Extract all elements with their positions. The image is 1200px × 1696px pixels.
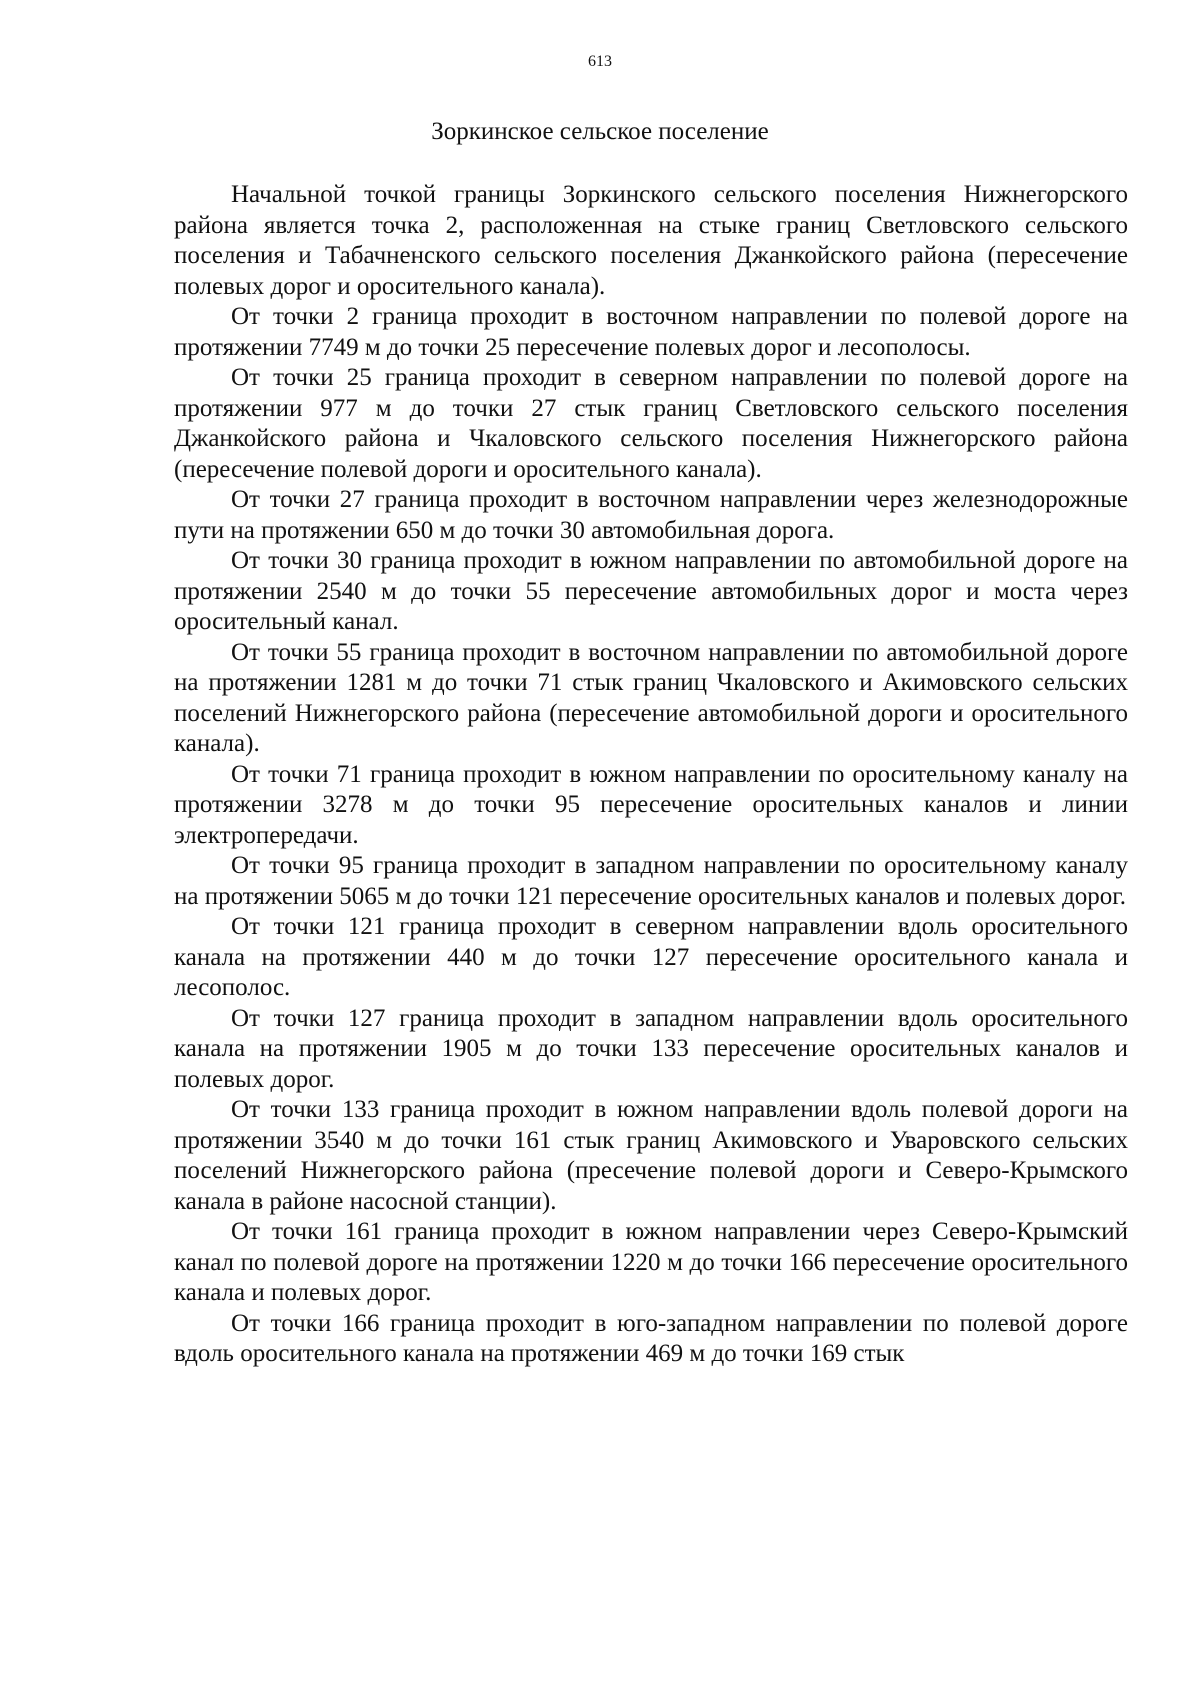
- paragraph: От точки 27 граница проходит в восточном направлении через железнодорожные пути на протяжении 650 м до точки 30 автомобильная дорога.: [174, 486, 1128, 544]
- page-number: 613: [588, 53, 612, 70]
- paragraph: От точки 71 граница проходит в южном направлении по оросительному каналу на протяжении 3278 м до точки 95 пересечение оросительных каналов и линии электропередачи.: [174, 760, 1128, 849]
- paragraph: От точки 161 граница проходит в южном направлении через Северо-Крымский канал по полевой дороге на протяжении 1220 м до точки 166 пересечение оросительного канала и полевых дорог.: [174, 1218, 1128, 1306]
- paragraph: От точки 25 граница проходит в северном направлении по полевой дороге на протяжении 977 м до точки 27 стык границ Светловского сельского поселения Джанкойского района и Чкаловского сельского поселения Нижнегорского района (пересечение полевой дороги и оросительного канала).: [174, 364, 1128, 483]
- paragraph: От точки 2 граница проходит в восточном направлении по полевой дороге на протяжении 7749 м до точки 25 пересечение полевых дорог и лесополосы.: [174, 303, 1128, 361]
- paragraph: Начальной точкой границы Зоркинского сельского поселения Нижнегорского района является точка 2, расположенная на стыке границ Светловского сельского поселения и Табачненского сельского поселения Джанкойского района (пересечение полевых дорог и оросительного канала).: [174, 181, 1128, 300]
- paragraph: От точки 95 граница проходит в западном направлении по оросительному каналу на протяжении 5065 м до точки 121 пересечение оросительных каналов и полевых дорог.: [174, 852, 1128, 910]
- paragraph: От точки 127 граница проходит в западном направлении вдоль оросительного канала на протяжении 1905 м до точки 133 пересечение оросительных каналов и полевых дорог.: [174, 1004, 1128, 1093]
- paragraph: От точки 121 граница проходит в северном направлении вдоль оросительного канала на протяжении 440 м до точки 127 пересечение оросительного канала и лесополос.: [174, 913, 1128, 1001]
- document-body: [174, 180, 1128, 1370]
- paragraph: От точки 30 граница проходит в южном направлении по автомобильной дороге на протяжении 2540 м до точки 55 пересечение автомобильных дорог и моста через оросительный канал.: [174, 547, 1128, 635]
- paragraph: От точки 133 граница проходит в южном направлении вдоль полевой дороги на протяжении 3540 м до точки 161 стык границ Акимовского и Уваровского сельских поселений Нижнегорского района (пресечение полевой дороги и Северо-Крымского канала в районе насосной станции).: [174, 1096, 1128, 1215]
- paragraph: От точки 166 граница проходит в юго-западном направлении по полевой дороге вдоль оросительного канала на протяжении 469 м до точки 169 стык: [174, 1309, 1128, 1367]
- document-title: Зоркинское сельское поселение: [431, 118, 769, 145]
- paragraph: От точки 55 граница проходит в восточном направлении по автомобильной дороге на протяжении 1281 м до точки 71 стык границ Чкаловского и Акимовского сельских поселений Нижнегорского района (пересечение автомобильной дороги и оросительного канала).: [174, 638, 1128, 757]
